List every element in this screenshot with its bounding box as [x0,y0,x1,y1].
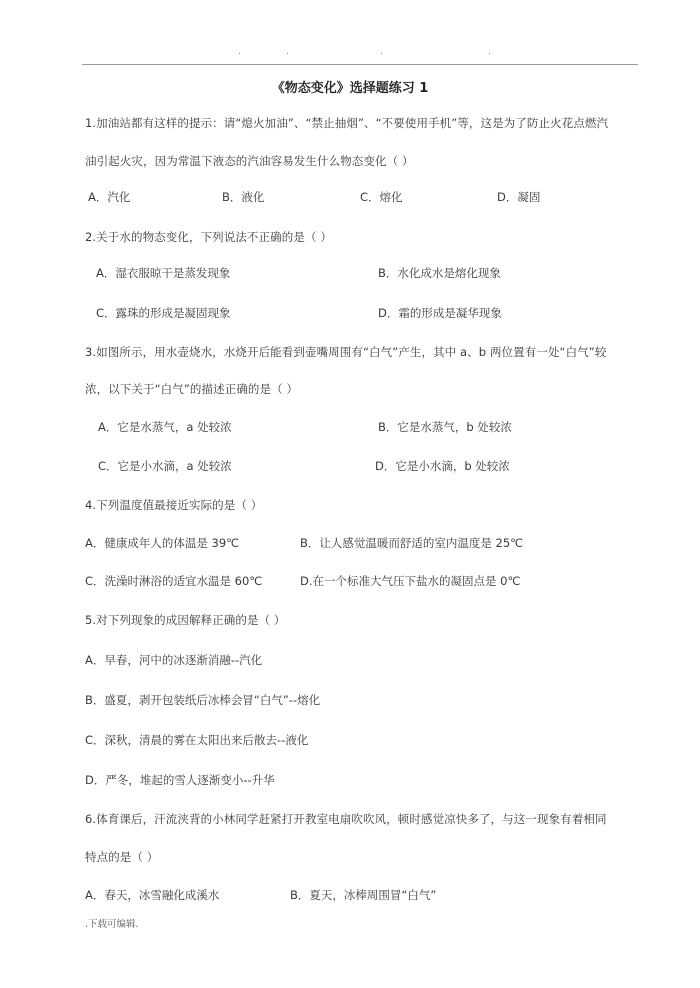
question-4-option-b: B．让人感觉温暖而舒适的室内温度是 25℃ [300,536,524,550]
question-6-line-2: 特点的是（ ） [85,850,159,864]
question-2-option-d: D．霜的形成是凝华现象 [378,306,502,320]
question-4-option-c: C．洗澡时淋浴的适宜水温是 60℃ [85,574,263,588]
question-4-option-d: D.在一个标准大气压下盐水的凝固点是 0℃ [300,574,521,588]
header-dot: . [286,47,289,57]
question-1-option-d: D．凝固 [497,190,541,204]
question-6-line-1: 6.体育课后，汗流浃背的小林同学赶紧打开教室电扇吹吹风，顿时感觉凉快多了，与这一现象有着相同 [85,812,607,826]
question-1-option-a: A．汽化 [88,190,131,204]
question-5-option-d: D．严冬，堆起的雪人逐渐变小--升华 [85,773,275,787]
question-3-option-b: B．它是水蒸气，b 处较浓 [378,420,512,434]
question-2-line-1: 2.关于水的物态变化，下列说法不正确的是（ ） [85,230,332,244]
question-5-line-1: 5.对下列现象的成因解释正确的是（ ） [85,613,286,627]
question-3-line-2: 浓，以下关于“白气”的描述正确的是（ ） [85,382,299,396]
question-4-line-1: 4.下列温度值最接近实际的是（ ） [85,498,263,512]
question-1-option-b: B．液化 [222,190,265,204]
question-1-line-1: 1.加油站都有这样的提示：请“熄火加油”、“禁止抽烟”、“不要使用手机”等，这是为了防止火花点燃汽 [85,116,609,130]
question-5-option-b: B．盛夏，剥开包装纸后冰棒会冒“白气”--熔化 [85,693,321,707]
header-dot: . [488,47,491,57]
question-2-option-a: A．湿衣服晾干是蒸发现象 [96,266,231,280]
question-3-option-a: A．它是水蒸气，a 处较浓 [98,420,232,434]
question-1-option-c: C．熔化 [360,190,403,204]
question-2-option-b: B．水化成水是熔化现象 [378,266,501,280]
question-2-option-c: C．露珠的形成是凝固现象 [96,306,231,320]
page-title: 《物态变化》选择题练习 1 [271,81,429,96]
question-1-line-2: 油引起火灾，因为常温下液态的汽油容易发生什么物态变化（ ） [85,154,414,168]
header-rule [82,64,638,65]
question-6-option-a: A．春天，冰雪融化成溪水 [85,888,220,902]
question-3-line-1: 3.如图所示，用水壶烧水，水烧开后能看到壶嘴周围有“白气”产生，其中 a、b 两位置有一处“白气”较 [85,345,607,359]
header-dots [0,48,700,56]
question-6-option-b: B．夏天，冰棒周围冒“白气” [290,888,437,902]
question-3-option-c: C．它是小水滴，a 处较浓 [98,459,232,473]
footer-note: .下载可编辑. [85,919,139,930]
header-dot: . [380,47,383,57]
question-3-option-d: D．它是小水滴，b 处较浓 [375,459,510,473]
question-4-option-a: A．健康成年人的体温是 39℃ [85,536,240,550]
question-5-option-c: C．深秋，清晨的雾在太阳出来后散去--液化 [85,733,309,747]
question-5-option-a: A．早春，河中的冰逐渐消融--汽化 [85,653,263,667]
header-dot: . [238,47,241,57]
